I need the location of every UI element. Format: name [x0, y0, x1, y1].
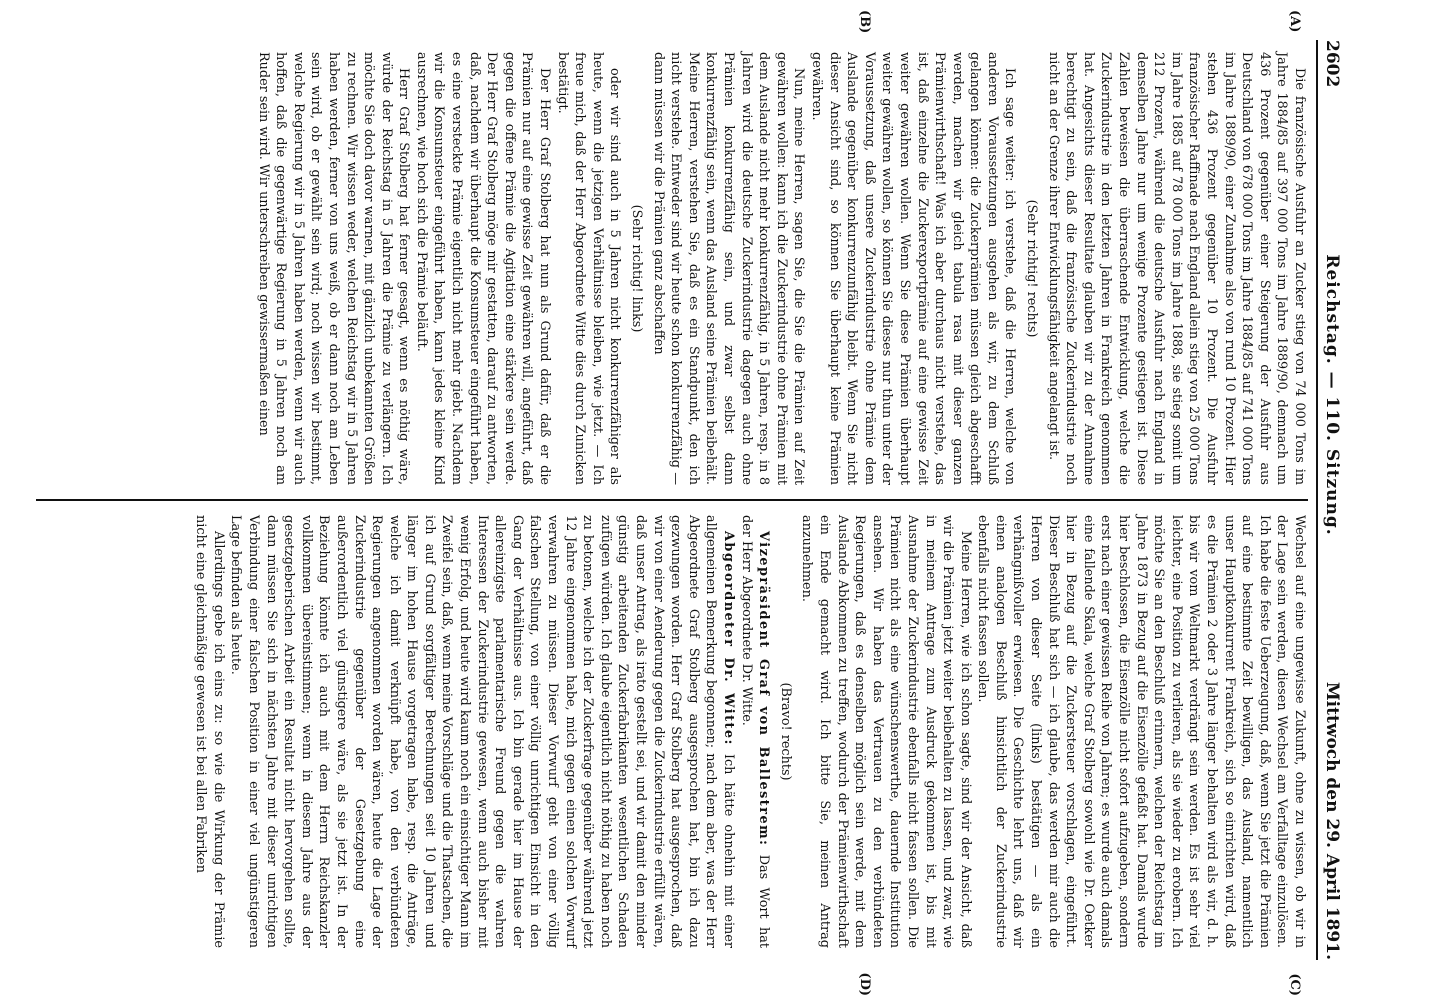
stage-direction: (Bravo! rechts): [777, 682, 793, 781]
page-header: [1316, 40, 1354, 960]
margin-marker-b: (B): [857, 10, 872, 34]
speaker-text: Das Wort hat der Herr Abgeordnete Dr. Witte.: [738, 515, 772, 949]
body-paragraph: Meine Herren, wie ich schon sagte, sind wir der Ansicht, daß wir die Prämien jetzt weiter beibehalten zu lassen, und zwar, wie in meinem Antrage zum Ausdruck gekommen ist, bis mit Ausnahme der Zuckerindustrie ebenfalls nicht fassen sollen. Die Prämien nicht als eine wünschenswerthe, dauernde Institution ansehen. Wir haben das Vertrauen zu den verbündeten Regierungen, daß es denselben möglich sein werde, mit dem Auslande Abkommen zu treffen, wodurch der Prämienwirthschaft ein Ende gemacht wird. Ich bitte Sie, meinen Antrag anzunehmen.: [799, 515, 973, 948]
page-number: 2602: [1322, 40, 1342, 88]
body-paragraph: Der Herr Graf Stolberg hat nun als Grund dafür, daß er die Prämien nur auf eine gewisse Zeit gewähren will, angeführt, daß gegen die offene Prämie die Agitation eine stärkere sein werde. Der Herr Graf Stolberg möge mir gestatten, darauf zu antworten, daß, nachdem wir überhaupt die Konsumsteuer eingeführt haben, es eine versteckte Prämie eigentlich nicht mehr giebt. Nachdem wir die Konsumsteuer eingeführt haben, kann jedes kleine Kind ausrechnen, wie hoch sich die Prämie beläuft.: [413, 52, 553, 485]
text-columns: [36, 40, 1308, 960]
left-column: [36, 40, 1308, 497]
speaker-paragraph: [737, 515, 772, 948]
body-paragraph: Die französische Ausfuhr an Zucker stieg von 74 000 Tons im Jahre 1884/85 auf 397 000 Tons im Jahre 1889/90, demnach um 436 Prozent gegenüber einer Steigerung der Ausfuhr aus Deutschland von 678 000 Tons im Jahre 1884/85 auf 741 000 Tons im Jahre 1889/90, einer Zunahme also von rund 10 Prozent. Hier stehen 436 Prozent gegenüber 10 Prozent. Die Ausfuhr französischer Raffinade nach England allein stieg von 25 000 Tons im Jahre 1885 auf 78 000 Tons im Jahre 1888, sie stieg somit um 212 Prozent, während die deutsche Ausfuhr nach England in demselben Jahre nur um wenige Prozente gestiegen ist. Diese Zahlen beweisen die überraschende Entwicklung, welche die Zuckerindustrie in den letzten Jahren in Frankreich genommen hat. Angesichts dieser Resultate glauben wir zu der Annahme berechtigt zu sein, daß die französische Zuckerindustrie noch nicht an der Grenze ihrer Entwicklungsfähigkeit angelangt ist.: [1045, 52, 1307, 485]
body-paragraph: Herr Graf Stolberg hat ferner gesagt, wenn es nöthig wäre, würde der Reichstag in 5 Jahren die Prämie zu verlängern. Ich möchte Sie doch davor warnen, mit gänzlich unbekannten Größen zu rechnen. Wir wissen weder, welchen Reichstag wir in 5 Jahren haben werden, ferner von uns weiß, ob er dann noch am Leben sein wird, ob er gewählt sein wird; noch wissen wir bestimmt, welche Regierung wir in 5 Jahren haben werden, wenn wir auch hoffen, daß die gegenwärtige Regierung in 5 Jahren noch am Ruder sein wird. Wir unterschreiben gewissermaßen einen: [255, 52, 412, 485]
right-column: [36, 503, 1308, 960]
body-paragraph: Nun, meine Herren, sagen Sie, die Sie die Prämien auf Zeit gewähren wollen: kann ich die Zuckerindustrie ohne Prämien mit dem Auslande nicht mehr konkurrenzfähig, in 5 Jahren, resp. in 8 Jahren wird die deutsche Zuckerindustrie dagegen auch ohne Prämien konkurrenzfähig sein, und zwar selbst dann konkurrenzfähig sein, wenn das Ausland seine Prämien beibehält. Meine Herren, verstehen Sie, daß es ein Standpunkt, den ich nicht verstehe. Entweder sind wir heute schon konkurrenzfähig — dann müssen wir die Prämien ganz abschaffen: [650, 52, 807, 485]
body-paragraph: Ich sage weiter: ich verstehe, daß die Herren, welche von anderen Voraussetzungen ausgehen als wir, zu dem Schluß gelangen können: die Zuckerprämien müssen gleich abgeschafft werden, machen wir gleich tabula rasa mit dieser ganzen Prämienwirthschaft! Was ich aber durchaus nicht verstehe, das ist, daß einzelne die Zuckerexportprämie auf eine gewisse Zeit weiter gewähren wollen. Wenn Sie diese Prämien überhaupt weiter gewähren wollen, so können Sie dieses nur thun unter der Voraussetzung, daß unsere Zuckerindustrie ohne Prämie dem Auslande gegenüber konkurrenzunfähig bleibt. Wenn Sie nicht dieser Ansicht sind, so können Sie überhaupt keine Prämien gewähren.: [808, 52, 1018, 485]
speaker-name: Abgeordneter Dr. Witte:: [721, 531, 736, 746]
column-divider: [36, 499, 1308, 501]
digitization-credit: [0, 87, 3, 541]
margin-marker-d: (D): [857, 972, 872, 996]
session-title: Reichstag. — 110. Sitzung.: [1322, 254, 1342, 536]
session-date: Mittwoch den 29. April 1891.: [1322, 681, 1342, 960]
speaker-paragraph: [227, 515, 737, 948]
body-paragraph: oder wir sind auch in 5 Jahren nicht konkurrenzfähiger als heute, wenn die jetzigen Verhältnisse bleiben, wie jetzt. — Ich freue mich, daß der Herr Abgeordnete Witte dies durch Zunicken bestätigt.: [554, 52, 623, 485]
digitization-footer: [0, 0, 22, 1000]
margin-marker-a: (A): [1287, 10, 1302, 33]
speaker-text: Ich hätte ohnehin mit einer allgemeinen Bemerkung begonnen; nach dem aber, was der Herr Abgeordnete Graf Stolberg ausgesprochen hat, bin ich dazu gezwungen worden. Herr Graf Stolberg hat ausgesprochen, daß wir von einer Aenderung gegen die Zuckerindustrie erfüllt wären, daß unser Antrag, als irato gestellt sei, und wir damit den minder günstig arbeitenden Zuckerfabrikanten wesentlichen Schaden zufügen würden. Ich glaube eigentlich nicht nöthig zu haben noch zu betonen, welche ich der Zuckerfrage gegenüber während jetzt 12 Jahre eingenommen habe, mich gegen einen solchen Vorwurf verwahren zu müssen. Dieser Vorwurf geht von einer völlig falschen Stellung, von einer völlig unrichtigen Einsicht in den Gang der Verhältnisse aus. Ich bin gerade hier im Hause der allereinzigste parlamentarische Freund gegen die wahren Interessen der Zuckerindustrie gewesen, wenn auch bisher mit wenig Erfolg, und heute wird kaum noch ein einsichtiger Mann im Zweifel sein, daß, wenn meine Vorschläge und die Thatsachen, die ich auf Grund sorgfältiger Berechnungen seit 10 Jahren und länger im hohen Hause vorgetragen habe, resp. die Anträge, welche ich damit verknüpft habe, von den verbündeten Regierungen angenommen worden wären, heute die Lage der Zuckerindustrie gegenüber der Gesetzgebung eine außerordentlich viel günstigere wäre, als sie jetzt ist. In der Beziehung könnte ich auch mit dem Herrn Reichskanzler vollkommen übereinstimmen; wenn in diesem Jahre aus der gesetzgeberischen Arbeit ein Resultat nicht hervorgehen sollte, dann müssen Sie sich in nächsten Jahre mit dieser unrichtigen Verbindung einer falschen Position in einer viel ungünstigeren Lage befinden als heute.: [228, 515, 736, 948]
body-paragraph: Wechsel auf eine ungewisse Zukunft, ohne zu wissen, ob wir in der Lage sein werden, diesen Wechsel am Verfalltage einzulösen. Ich habe die feste Ueberzeugung, daß, wenn Sie jetzt die Prämien auf eine bestimmte Zeit bewilligen, das Ausland, namentlich unser Hauptkonkurrent Frankreich, sich so einrichten wird, daß es die Prämien 2 oder 3 Jahre länger behalten wird als wir, d. h. bis wir vom Weltmarkt verdrängt sein werden. Es ist sehr viel leichter, eine Position zu verlieren, als sie wieder zu erobern. Ich möchte Sie an den Beschluß erinnern, welchen der Reichstag im Jahre 1873 in Bezug auf die Eisenzölle gefaßt hat. Damals wurde hier beschlossen, die Eisenzölle nicht sofort aufzugeben, sondern erst nach einer gewissen Reihe von Jahren; es wurde auch damals eine fallende Skala, welche Graf Stolberg sowohl wie Dr. Oetker hier in Bezug auf die Zuckersteuer vorschlagen, eingeführt. Dieser Beschluß hat sich — ich glaube, das werden mir auch die Herren von dieser Seite (links) bestätigen — als ein verhängnißvoller erwiesen. Die Geschichte lehrt uns, daß wir einen analogen Beschluß hinsichtlich der Zuckerindustrie ebenfalls nicht fassen sollen.: [975, 515, 1307, 948]
speaker-name: Vizepräsident Graf von Ballestrem:: [756, 531, 772, 847]
body-paragraph: Allerdings gebe ich eins zu: so wie die Wirkung der Prämie nicht eine gleichmäßige gewesen ist bei allen Fabriken: [193, 515, 226, 948]
stage-direction: (Sehr richtig! rechts): [1024, 199, 1040, 338]
stage-direction: (Sehr richtig! links): [629, 204, 645, 333]
margin-marker-c: (C): [1287, 973, 1302, 996]
